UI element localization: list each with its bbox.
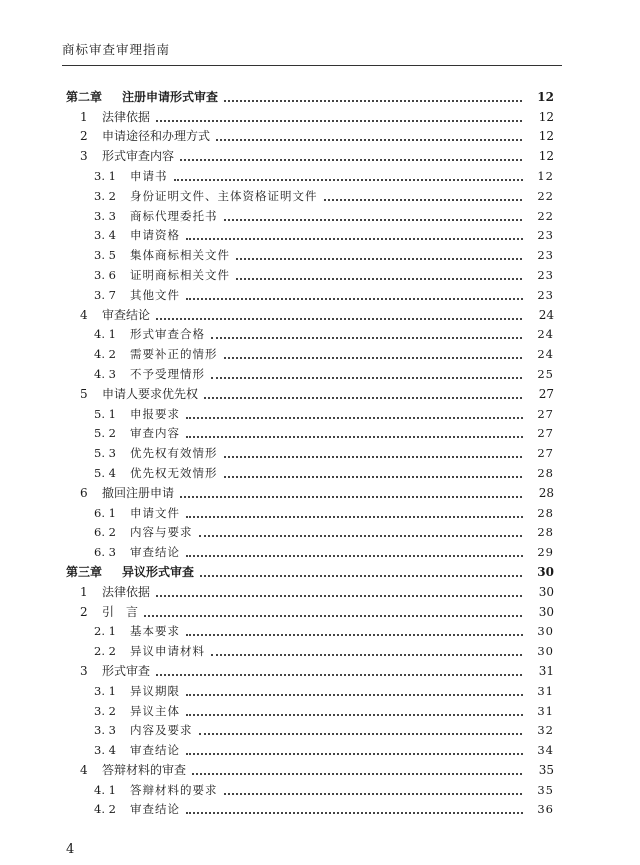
toc-entry-page: 24 bbox=[523, 308, 554, 323]
dot-leader bbox=[156, 595, 550, 597]
toc-entry-chapter bbox=[0, 560, 640, 580]
toc-entry-title: 审查结论 bbox=[130, 743, 180, 758]
dot-leader bbox=[199, 733, 551, 735]
toc-entry-number: 3 bbox=[80, 149, 88, 164]
toc-entry-sub bbox=[0, 501, 640, 521]
dot-leader bbox=[192, 773, 550, 775]
toc-entry-title: 引 言 bbox=[102, 604, 139, 619]
toc-entry-number: 4. 1 bbox=[94, 327, 116, 342]
toc-entry-number: 第三章 bbox=[66, 564, 103, 579]
toc-entry-title: 审查内容 bbox=[130, 426, 180, 441]
toc-entry-page: 30 bbox=[523, 624, 554, 639]
toc-entry-page: 30 bbox=[523, 605, 554, 620]
toc-entry-sub bbox=[0, 679, 640, 699]
toc-entry-number: 2 bbox=[80, 604, 88, 619]
toc-entry-sub bbox=[0, 342, 640, 362]
toc-entry-number: 3. 2 bbox=[94, 188, 116, 203]
toc-entry-page: 28 bbox=[523, 525, 554, 540]
toc-entry-number: 5. 1 bbox=[94, 406, 116, 421]
toc-entry-sub bbox=[0, 639, 640, 659]
toc-entry-page: 28 bbox=[523, 486, 554, 501]
toc-entry-section bbox=[0, 758, 640, 778]
toc-entry-number: 3. 7 bbox=[94, 287, 116, 302]
dot-leader bbox=[186, 694, 550, 696]
dot-leader bbox=[224, 793, 551, 795]
toc-entry-page: 12 bbox=[523, 129, 554, 144]
dot-leader bbox=[236, 278, 550, 280]
toc-entry-page: 34 bbox=[523, 743, 554, 758]
toc-entry-number: 5. 3 bbox=[94, 446, 116, 461]
toc-entry-title: 优先权有效情形 bbox=[130, 446, 218, 461]
dot-leader bbox=[211, 337, 550, 339]
toc-entry-sub bbox=[0, 362, 640, 382]
toc-entry-title: 商标代理委托书 bbox=[130, 208, 218, 223]
dot-leader bbox=[144, 615, 550, 617]
toc-entry-page: 24 bbox=[523, 347, 554, 362]
toc-entry-number: 2 bbox=[80, 129, 88, 144]
toc-entry-title: 申请人要求优先权 bbox=[102, 386, 199, 401]
toc-entry-number: 3. 1 bbox=[94, 168, 116, 183]
toc-entry-number: 3. 5 bbox=[94, 248, 116, 263]
toc-entry-page: 12 bbox=[523, 149, 554, 164]
toc-entry-number: 3. 4 bbox=[94, 228, 116, 243]
toc-entry-page: 27 bbox=[523, 407, 554, 422]
toc-entry-page: 28 bbox=[523, 506, 554, 521]
toc-entry-title: 审查结论 bbox=[102, 307, 151, 322]
toc-entry-sub bbox=[0, 402, 640, 422]
toc-entry-sub bbox=[0, 184, 640, 204]
dot-leader bbox=[236, 258, 550, 260]
dot-leader bbox=[186, 298, 550, 300]
toc-entry-page: 23 bbox=[523, 268, 554, 283]
toc-entry-page: 30 bbox=[523, 585, 554, 600]
toc-entry-number: 5. 4 bbox=[94, 465, 116, 480]
toc-entry-title: 注册申请形式审查 bbox=[122, 89, 219, 104]
toc-entry-section bbox=[0, 303, 640, 323]
toc-entry-sub bbox=[0, 164, 640, 184]
toc-entry-page: 22 bbox=[523, 209, 554, 224]
toc-entry-title: 基本要求 bbox=[130, 624, 180, 639]
toc-entry-number: 4. 2 bbox=[94, 802, 116, 817]
toc-entry-number: 第二章 bbox=[66, 89, 103, 104]
toc-entry-title: 内容及要求 bbox=[130, 723, 193, 738]
dot-leader bbox=[224, 357, 551, 359]
toc-entry-title: 申报要求 bbox=[130, 406, 180, 421]
toc-entry-number: 3. 1 bbox=[94, 683, 116, 698]
toc-entry-sub bbox=[0, 798, 640, 818]
toc-entry-title: 证明商标相关文件 bbox=[130, 267, 230, 282]
toc-entry-title: 其他文件 bbox=[130, 287, 180, 302]
toc-entry-title: 异议形式审查 bbox=[122, 564, 195, 579]
dot-leader bbox=[186, 634, 550, 636]
toc-entry-page: 29 bbox=[523, 545, 554, 560]
toc-entry-section bbox=[0, 481, 640, 501]
toc-entry-section bbox=[0, 580, 640, 600]
toc-entry-sub bbox=[0, 204, 640, 224]
toc-entry-number: 4 bbox=[80, 307, 88, 322]
toc-entry-title: 不予受理情形 bbox=[130, 366, 205, 381]
toc-entry-number: 4. 1 bbox=[94, 782, 116, 797]
toc-entry-number: 5. 2 bbox=[94, 426, 116, 441]
toc-entry-number: 4 bbox=[80, 762, 88, 777]
toc-entry-number: 6. 1 bbox=[94, 505, 116, 520]
toc-entry-number: 3. 3 bbox=[94, 208, 116, 223]
dot-leader bbox=[156, 674, 550, 676]
dot-leader bbox=[186, 753, 550, 755]
toc-entry-page: 22 bbox=[523, 189, 554, 204]
toc-entry-chapter bbox=[0, 85, 640, 105]
toc-entry-page: 27 bbox=[523, 426, 554, 441]
toc-entry-title: 法律依据 bbox=[102, 584, 151, 599]
toc-entry-number: 6. 2 bbox=[94, 525, 116, 540]
dot-leader bbox=[224, 476, 551, 478]
toc-entry-number: 3. 6 bbox=[94, 267, 116, 282]
running-header: 商标审查审理指南 bbox=[62, 42, 171, 57]
dot-leader bbox=[211, 654, 550, 656]
toc-entry-title: 申请途径和办理方式 bbox=[102, 129, 211, 144]
toc-entry-sub bbox=[0, 540, 640, 560]
toc-entry-page: 24 bbox=[523, 327, 554, 342]
toc-entry-title: 答辩材料的要求 bbox=[130, 782, 218, 797]
toc-entry-section bbox=[0, 382, 640, 402]
toc-entry-section bbox=[0, 659, 640, 679]
toc-entry-sub bbox=[0, 738, 640, 758]
toc-entry-page: 27 bbox=[523, 387, 554, 402]
toc-entry-title: 需要补正的情形 bbox=[130, 347, 218, 362]
toc-entry-sub bbox=[0, 323, 640, 343]
toc-entry-number: 3 bbox=[80, 663, 88, 678]
dot-leader bbox=[156, 120, 550, 122]
dot-leader bbox=[180, 496, 550, 498]
dot-leader bbox=[224, 456, 551, 458]
dot-leader bbox=[324, 199, 551, 201]
toc-entry-page: 35 bbox=[523, 783, 554, 798]
dot-leader bbox=[204, 397, 550, 399]
table-of-contents bbox=[0, 85, 640, 817]
toc-entry-section bbox=[0, 105, 640, 125]
toc-entry-sub bbox=[0, 224, 640, 244]
toc-entry-sub bbox=[0, 461, 640, 481]
toc-entry-number: 2. 1 bbox=[94, 624, 116, 639]
toc-entry-sub bbox=[0, 441, 640, 461]
toc-entry-title: 形式审查合格 bbox=[130, 327, 205, 342]
dot-leader bbox=[186, 238, 550, 240]
toc-entry-section bbox=[0, 125, 640, 145]
toc-entry-page: 31 bbox=[523, 684, 554, 699]
toc-entry-title: 撤回注册申请 bbox=[102, 485, 175, 500]
toc-entry-number: 5 bbox=[80, 386, 88, 401]
dot-leader bbox=[211, 377, 550, 379]
dot-leader bbox=[186, 516, 550, 518]
toc-entry-page: 23 bbox=[523, 288, 554, 303]
toc-entry-title: 优先权无效情形 bbox=[130, 465, 218, 480]
toc-entry-title: 异议期限 bbox=[130, 683, 180, 698]
toc-entry-page: 30 bbox=[523, 644, 554, 659]
toc-entry-title: 审查结论 bbox=[130, 545, 180, 560]
toc-entry-title: 申请书 bbox=[130, 168, 168, 183]
dot-leader bbox=[186, 436, 550, 438]
toc-entry-sub bbox=[0, 699, 640, 719]
toc-entry-sub bbox=[0, 283, 640, 303]
toc-entry-title: 申请资格 bbox=[130, 228, 180, 243]
toc-entry-title: 内容与要求 bbox=[130, 525, 193, 540]
toc-entry-page: 35 bbox=[523, 763, 554, 778]
toc-entry-title: 形式审查 bbox=[102, 663, 151, 678]
dot-leader bbox=[224, 219, 551, 221]
toc-entry-title: 形式审查内容 bbox=[102, 149, 175, 164]
toc-entry-sub bbox=[0, 243, 640, 263]
toc-entry-number: 3. 2 bbox=[94, 703, 116, 718]
toc-entry-page: 12 bbox=[523, 90, 554, 105]
toc-entry-page: 25 bbox=[523, 367, 554, 382]
dot-leader bbox=[186, 417, 550, 419]
toc-entry-number: 6 bbox=[80, 485, 88, 500]
toc-entry-page: 23 bbox=[523, 228, 554, 243]
toc-entry-number: 3. 3 bbox=[94, 723, 116, 738]
toc-entry-number: 4. 3 bbox=[94, 366, 116, 381]
dot-leader bbox=[186, 812, 550, 814]
toc-entry-title: 法律依据 bbox=[102, 109, 151, 124]
toc-entry-number: 3. 4 bbox=[94, 743, 116, 758]
toc-entry-title: 申请文件 bbox=[130, 505, 180, 520]
toc-entry-title: 集体商标相关文件 bbox=[130, 248, 230, 263]
toc-entry-title: 异议申请材料 bbox=[130, 644, 205, 659]
toc-entry-page: 12 bbox=[523, 169, 554, 184]
toc-entry-title: 答辩材料的审查 bbox=[102, 762, 187, 777]
toc-entry-page: 28 bbox=[523, 466, 554, 481]
dot-leader bbox=[216, 139, 550, 141]
toc-entry-page: 31 bbox=[523, 704, 554, 719]
header-rule bbox=[62, 65, 562, 66]
dot-leader bbox=[224, 100, 550, 102]
toc-entry-section bbox=[0, 600, 640, 620]
dot-leader bbox=[186, 714, 550, 716]
toc-entry-sub bbox=[0, 521, 640, 541]
toc-entry-page: 36 bbox=[523, 802, 554, 817]
toc-entry-page: 12 bbox=[523, 110, 554, 125]
toc-entry-section bbox=[0, 144, 640, 164]
dot-leader bbox=[186, 555, 550, 557]
toc-entry-sub bbox=[0, 620, 640, 640]
toc-entry-page: 27 bbox=[523, 446, 554, 461]
toc-entry-page: 23 bbox=[523, 248, 554, 263]
toc-entry-number: 2. 2 bbox=[94, 644, 116, 659]
toc-entry-number: 4. 2 bbox=[94, 347, 116, 362]
dot-leader bbox=[174, 179, 551, 181]
toc-entry-sub bbox=[0, 422, 640, 442]
toc-entry-title: 审查结论 bbox=[130, 802, 180, 817]
toc-entry-number: 1 bbox=[80, 109, 88, 124]
toc-entry-page: 31 bbox=[523, 664, 554, 679]
dot-leader bbox=[180, 159, 550, 161]
toc-entry-page: 30 bbox=[523, 565, 554, 580]
dot-leader bbox=[199, 535, 551, 537]
toc-entry-number: 6. 3 bbox=[94, 545, 116, 560]
toc-entry-number: 1 bbox=[80, 584, 88, 599]
toc-entry-title: 身份证明文件、主体资格证明文件 bbox=[130, 188, 318, 203]
toc-entry-sub bbox=[0, 263, 640, 283]
page-number: 4 bbox=[66, 842, 75, 857]
dot-leader bbox=[156, 318, 550, 320]
toc-entry-page: 32 bbox=[523, 723, 554, 738]
toc-entry-sub bbox=[0, 719, 640, 739]
toc-entry-title: 异议主体 bbox=[130, 703, 180, 718]
toc-entry-sub bbox=[0, 778, 640, 798]
dot-leader bbox=[200, 575, 550, 577]
